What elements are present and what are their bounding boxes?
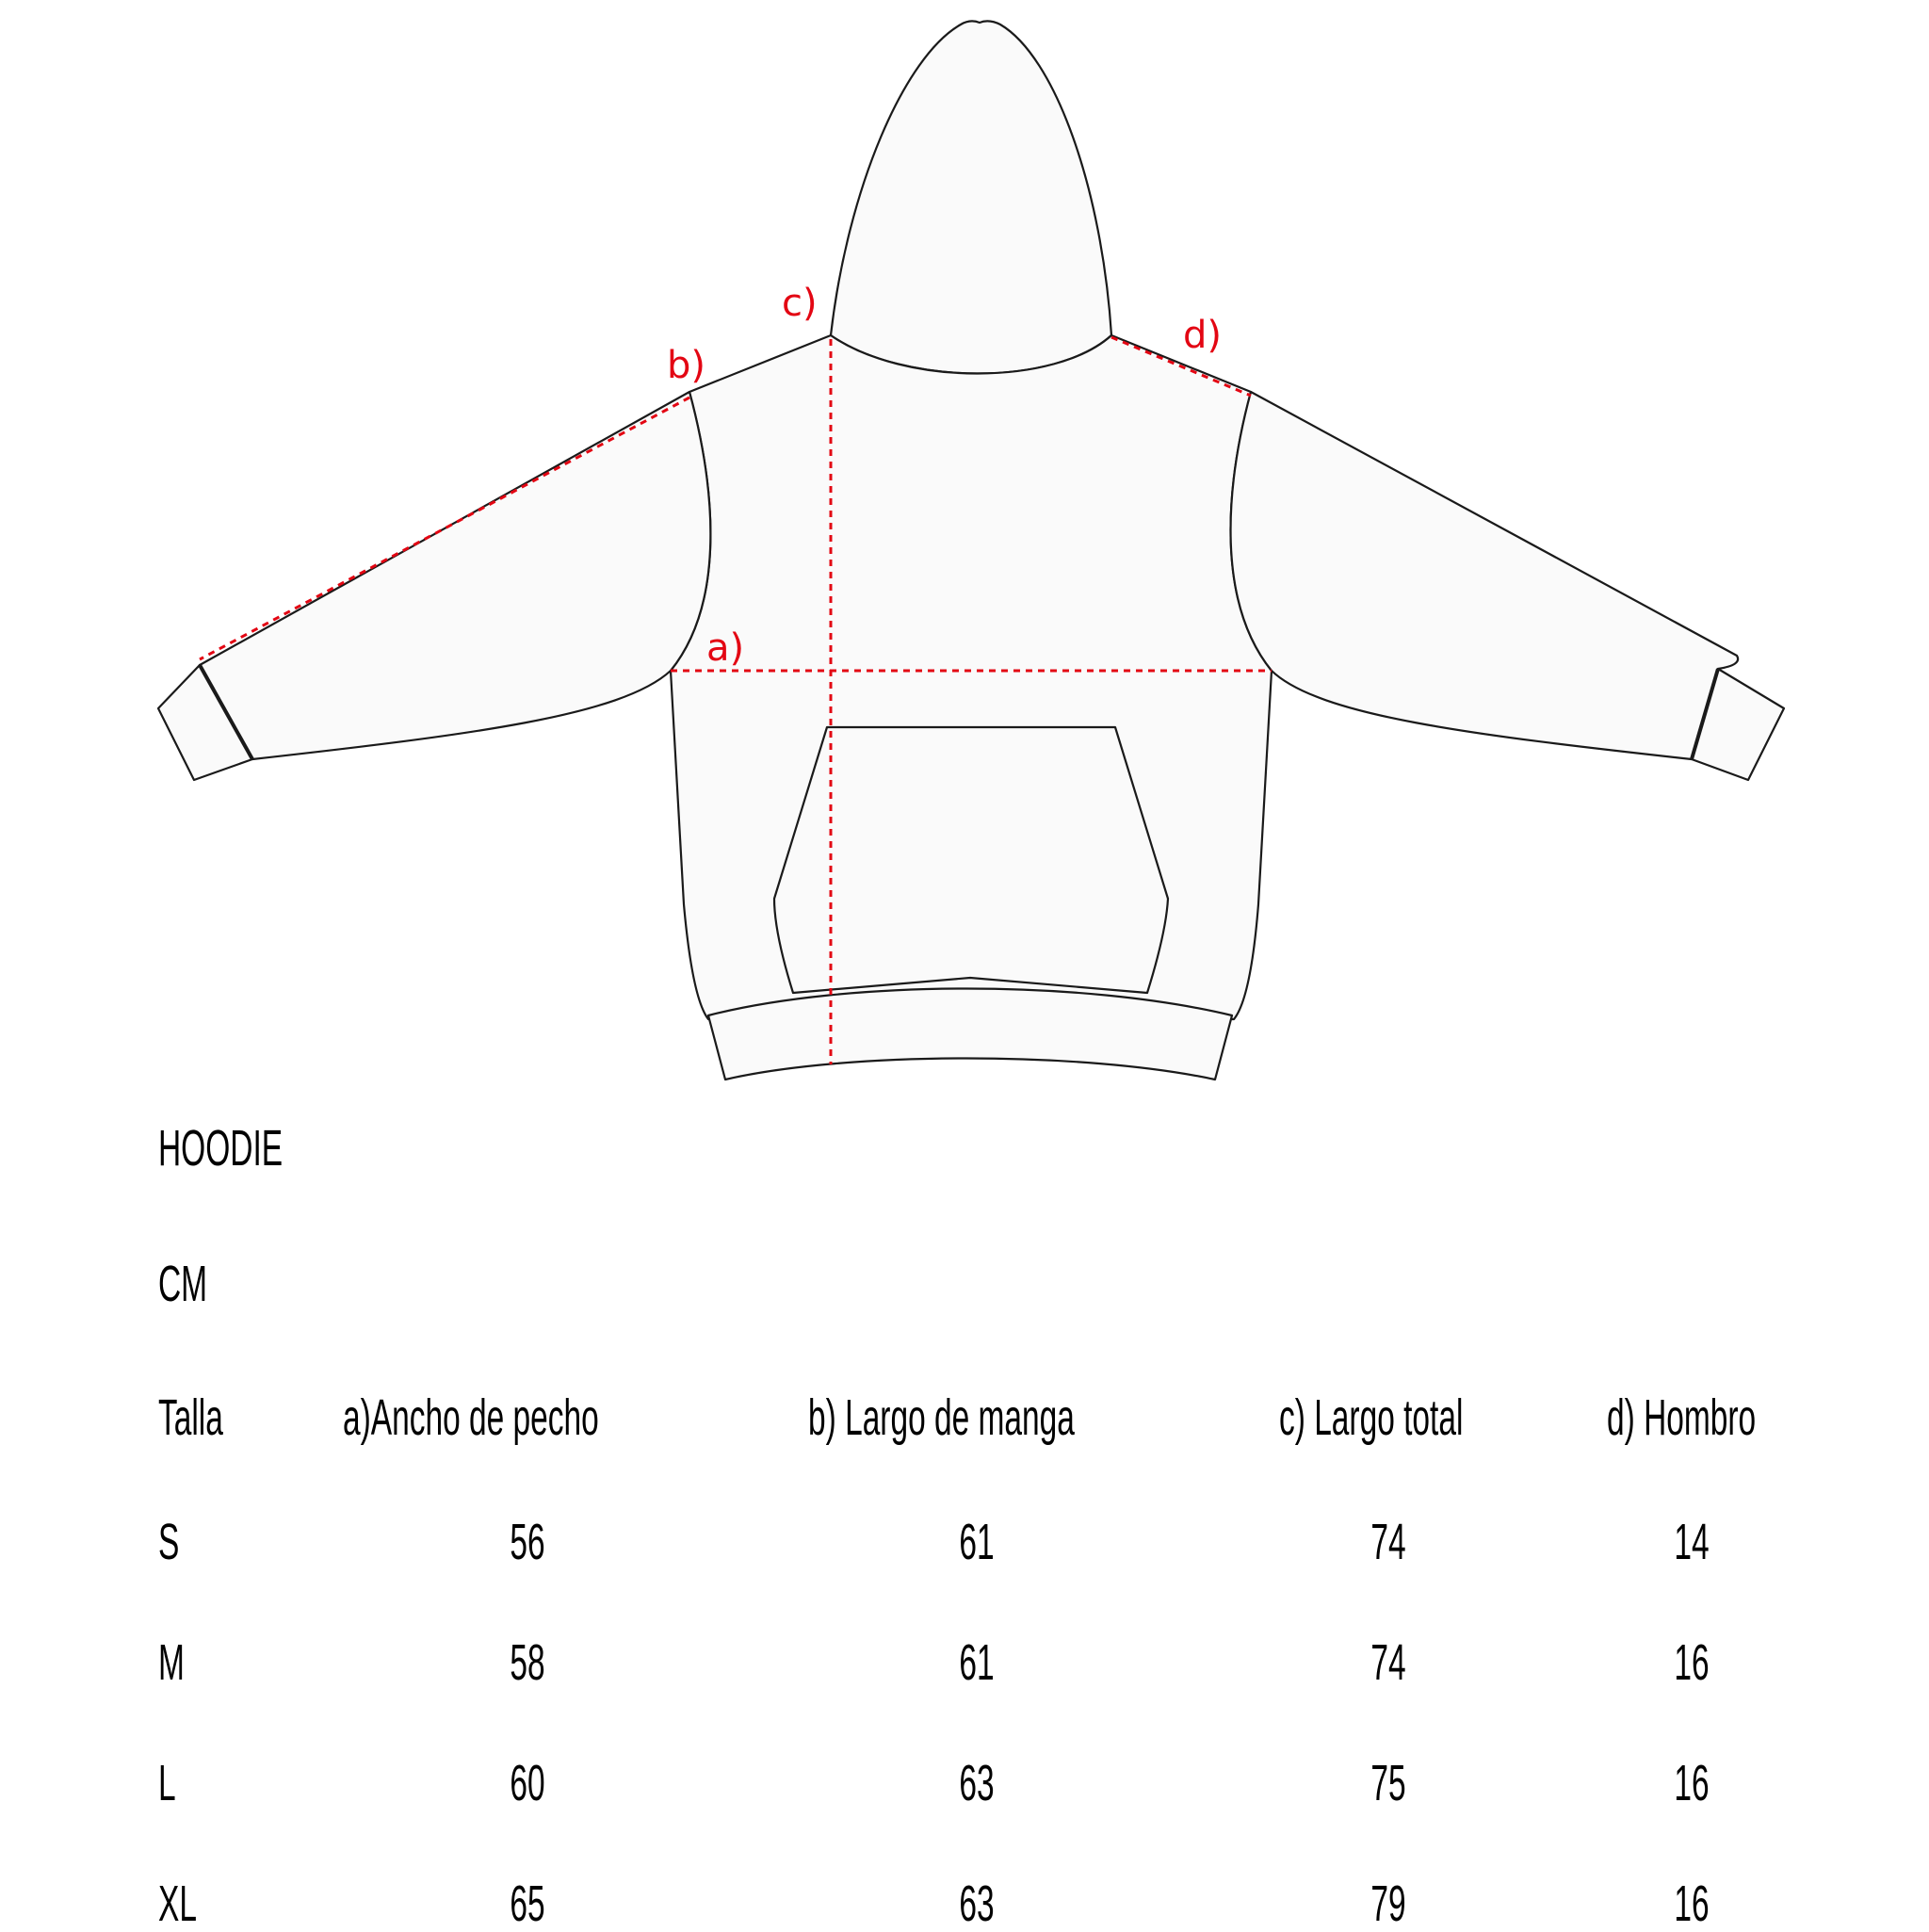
cell-manga: 61	[959, 1634, 995, 1691]
header-largo-total: c) Largo total	[1279, 1389, 1464, 1446]
cell-size: XL	[158, 1875, 197, 1932]
right-sleeve-outline	[1231, 392, 1739, 759]
cell-size: L	[158, 1755, 176, 1811]
label-a: a)	[706, 626, 745, 670]
cell-manga: 61	[959, 1514, 995, 1570]
cell-hombro: 14	[1674, 1514, 1710, 1570]
cell-ancho: 56	[510, 1514, 545, 1570]
header-talla: Talla	[158, 1389, 223, 1446]
waistband-outline	[708, 989, 1232, 1080]
hood-outline	[831, 21, 1111, 373]
cell-manga: 63	[959, 1755, 995, 1811]
cell-ancho: 65	[510, 1875, 545, 1932]
cell-hombro: 16	[1674, 1755, 1710, 1811]
cell-size: M	[158, 1634, 185, 1691]
unit-label: CM	[158, 1256, 208, 1312]
cell-ancho: 58	[510, 1634, 545, 1691]
label-b: b)	[667, 344, 705, 387]
cell-total: 74	[1370, 1634, 1406, 1691]
cell-hombro: 16	[1674, 1875, 1710, 1932]
cell-total: 75	[1370, 1755, 1406, 1811]
header-hombro: d) Hombro	[1607, 1389, 1757, 1446]
header-ancho-pecho: a)Ancho de pecho	[343, 1389, 599, 1446]
cell-hombro: 16	[1674, 1634, 1710, 1691]
left-sleeve-outline	[200, 392, 710, 759]
header-largo-manga: b) Largo de manga	[808, 1389, 1075, 1446]
cell-total: 79	[1370, 1875, 1406, 1932]
label-c: c)	[782, 282, 818, 325]
cell-total: 74	[1370, 1514, 1406, 1570]
cell-manga: 63	[959, 1875, 995, 1932]
label-d: d)	[1183, 314, 1222, 357]
cell-size: S	[158, 1514, 180, 1570]
cell-ancho: 60	[510, 1755, 545, 1811]
product-title: HOODIE	[158, 1120, 284, 1177]
pocket-outline	[774, 727, 1168, 993]
